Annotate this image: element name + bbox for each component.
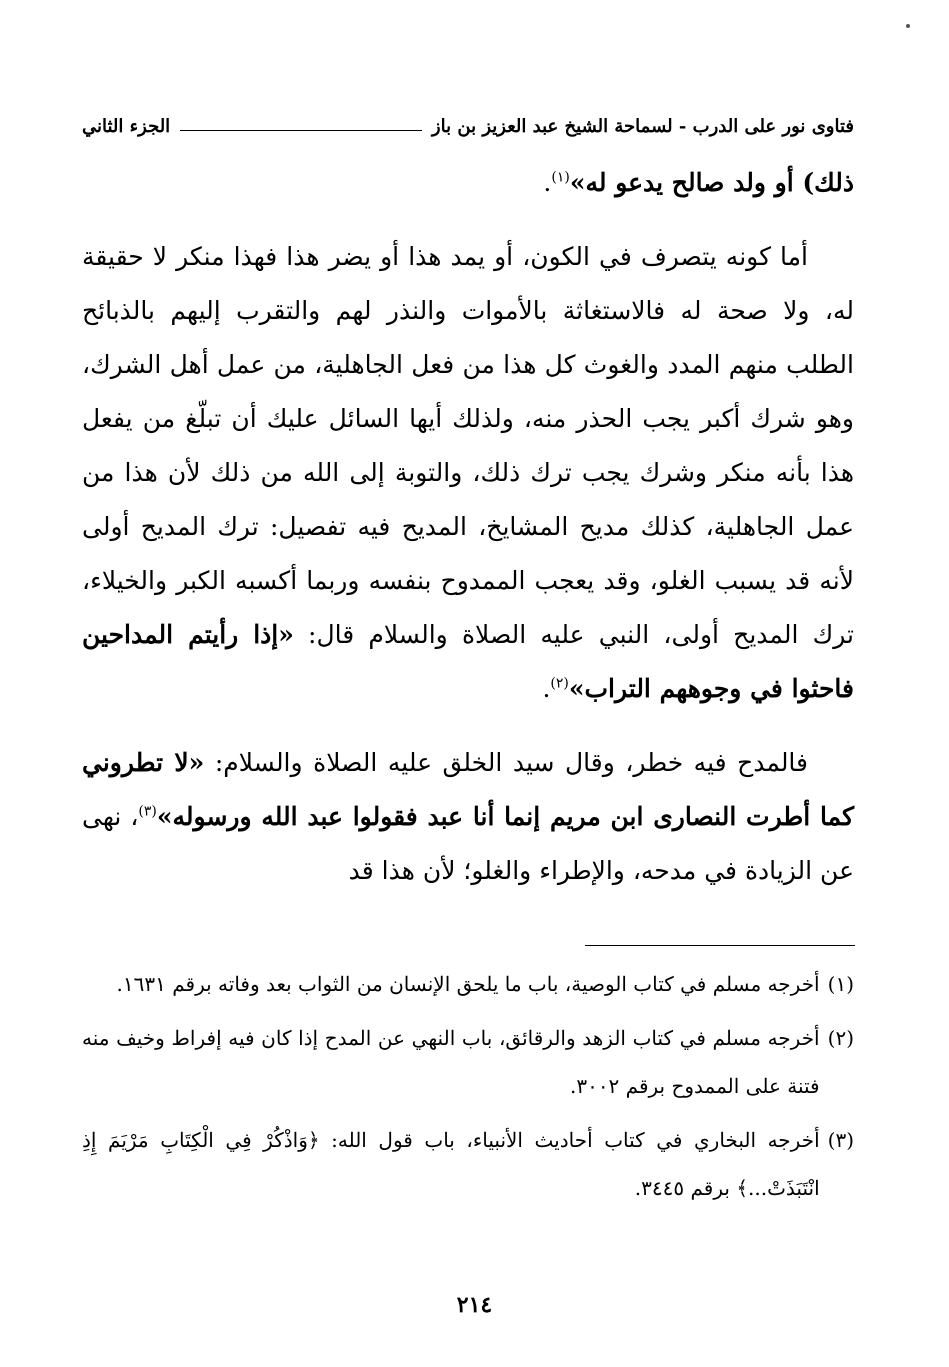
footnote-number: (١) — [827, 972, 854, 996]
running-header — [82, 108, 854, 144]
book-title: فتاوى نور على الدرب - لسماحة الشيخ عبد العزيز بن باز — [431, 115, 854, 137]
main-text — [82, 156, 854, 918]
scan-speck — [906, 24, 910, 28]
paragraph-3 — [82, 736, 854, 898]
footnote-ref-1: (١) — [551, 169, 570, 186]
footnote-text: أخرجه البخاري في كتاب أحاديث الأنبياء، باب قول الله: ﴿وَاذْكُرْ فِي الْكِتَابِ مَرْيَمَ إِذِ انْتَبَذَتْ...﴾ برقم ٣٤٤٥. — [82, 1128, 820, 1200]
footnotes — [82, 960, 854, 1218]
footnote-ref-3: (٣) — [138, 803, 157, 820]
paragraph-2 — [82, 230, 854, 716]
hadith-continuation: ذلك) أو ولد صالح يدعو له» — [569, 168, 854, 197]
footnote-number: (٢) — [827, 1026, 854, 1050]
paragraph-2-text: أما كونه يتصرف في الكون، أو يمد هذا أو يضر هذا فهذا منكر لا حقيقة له، ولا صحة له فالاستغاثة بالأموات والنذر لهم والتقرب إليهم بالذبائح الطلب منهم المدد والغوث كل هذا من فعل الجاهلية، من عمل أهل الشرك، وهو شرك أكبر يجب الحذر منه، ولذلك أيها السائل عليك أن تبلّغ من يفعل هذا بأنه منكر وشرك يجب ترك ذلك، والتوبة إلى الله من ذلك لأن هذا من عمل الجاهلية، كذلك مديح المشايخ، المديح فيه تفصيل: ترك المديح أولى لأنه قد يسبب الغلو، وقد يعجب الممدوح بنفسه وربما أكسبه الكبر والخيلاء، ترك المديح أولى، النبي عليه الصلاة والسلام قال: — [82, 242, 854, 649]
footnote-number: (٣) — [827, 1128, 854, 1152]
footnote-item — [82, 1116, 854, 1212]
footnote-separator — [585, 945, 855, 946]
footnote-text: أخرجه مسلم في كتاب الزهد والرقائق، باب النهي عن المدح إذا كان فيه إفراط وخيف منه فتنة على الممدوح برقم ٣٠٠٢. — [82, 1026, 820, 1098]
footnote-item — [82, 960, 854, 1008]
paragraph-3-text: فالمدح فيه خطر، وقال سيد الخلق عليه الصلاة والسلام: — [204, 748, 808, 777]
footnote-ref-2: (٢) — [550, 675, 569, 692]
hadith-quote-3: «لا تطروني كما أطرت النصارى ابن مريم إنما أنا عبد فقولوا عبد الله ورسوله» — [82, 748, 854, 831]
footnote-item — [82, 1014, 854, 1110]
paragraph-1 — [82, 156, 854, 210]
hadith-quote-2: «إذا رأيتم المداحين فاحثوا في وجوههم التراب» — [82, 620, 854, 703]
footnote-text: أخرجه مسلم في كتاب الوصية، باب ما يلحق الإنسان من الثواب بعد وفاته برقم ١٦٣١. — [116, 972, 820, 996]
paragraph-1-end: . — [543, 168, 552, 197]
page-number: ٢١٤ — [456, 1292, 493, 1318]
volume-label: الجزء الثاني — [82, 115, 171, 137]
paragraph-2-end: . — [542, 674, 551, 703]
header-rule — [180, 130, 422, 131]
paragraph-3-end: ، نهى عن الزيادة في مدحه، والإطراء والغلو؛ لأن هذا قد — [82, 802, 854, 885]
